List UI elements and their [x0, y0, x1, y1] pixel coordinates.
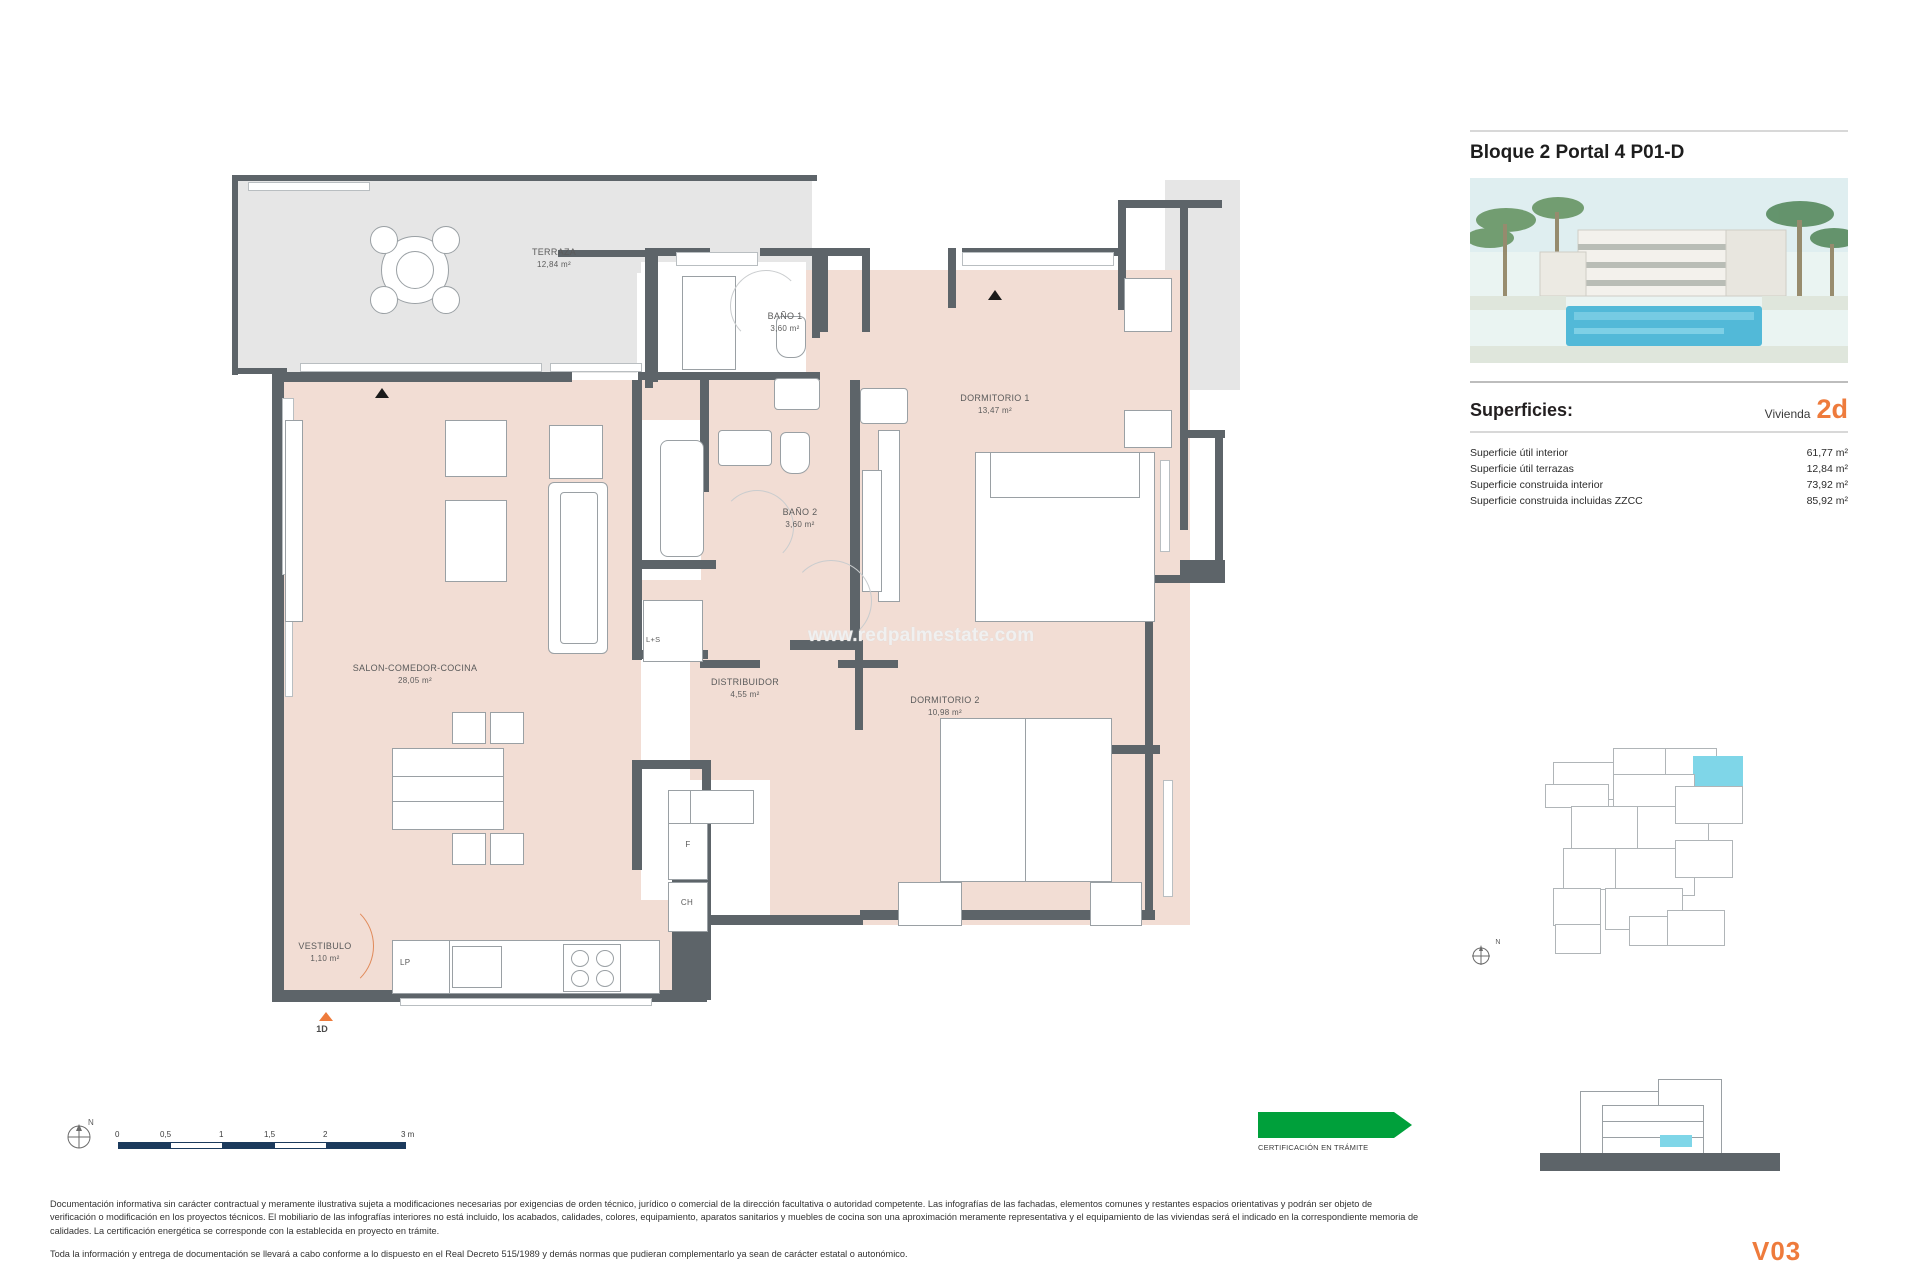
hob-burner-2 — [596, 950, 614, 967]
kitchen-sink — [452, 946, 502, 988]
bed2-nightstand-2 — [1090, 882, 1142, 926]
side-table-1 — [445, 420, 507, 477]
hob-burner-1 — [571, 950, 589, 967]
room-area-salon: 28,05 m² — [398, 676, 432, 686]
surface-label-4: Superficie construida incluidas ZZCC — [1470, 495, 1643, 508]
room-label-dorm1 — [930, 392, 1060, 417]
surfaces-title: Superficies: — [1470, 400, 1574, 421]
surface-label-2: Superficie útil terrazas — [1470, 463, 1574, 476]
room-name-salon: SALON-COMEDOR-COCINA — [352, 663, 478, 673]
keyplan-unit-8 — [1675, 786, 1743, 824]
panel-rule-surfaces — [1470, 431, 1848, 433]
footer-disclaimer — [50, 1198, 1420, 1271]
building-elevation — [1540, 1075, 1780, 1180]
room-name-dorm2: DORMITORIO 2 — [910, 695, 980, 705]
bath2-bathtub — [660, 440, 704, 557]
room-name-bano1: BAÑO 1 — [767, 311, 803, 321]
wall-bath1-left2 — [645, 248, 653, 388]
scale-tick-4: 2 — [323, 1130, 328, 1139]
wall-kitchen-shaft-top — [632, 760, 710, 769]
wall-right-cap — [1180, 200, 1222, 208]
surfaces-header — [1470, 394, 1848, 424]
bath1-vanity — [860, 388, 908, 424]
wall-terrace-top — [232, 175, 817, 181]
energy-certificate — [1258, 1112, 1428, 1152]
bath1-sink — [774, 378, 820, 410]
entrance-arrow-icon — [319, 1012, 333, 1021]
wall-top-living — [272, 372, 572, 382]
bed1-pillows — [990, 452, 1140, 498]
surface-value-4: 85,92 m² — [1806, 495, 1848, 508]
wall-bottom-mid — [703, 915, 863, 925]
fridge-label: F — [685, 840, 691, 849]
wall-bed1-win — [948, 248, 956, 308]
bed1-wardrobe-2 — [862, 470, 882, 592]
window-bed2-side — [1163, 780, 1173, 897]
scale-tick-0: 0 — [115, 1130, 120, 1139]
view-direction-marker-2 — [988, 290, 1002, 300]
bath2-toilet — [780, 432, 810, 474]
terrace-chair-3 — [370, 286, 398, 314]
vivienda-type: 2d — [1816, 394, 1848, 424]
scale-tick-5: 3 m — [401, 1130, 415, 1139]
room-label-vestibulo — [280, 940, 370, 965]
hood-label: CH — [680, 898, 694, 907]
dining-table-inner — [392, 776, 504, 802]
bed2-half — [940, 718, 1026, 882]
bed1-nightstand-2 — [1124, 410, 1172, 448]
room-area-vestibulo: 1,10 m² — [310, 954, 340, 964]
room-area-dorm2: 10,98 m² — [928, 708, 962, 718]
wall-bottom-line — [400, 998, 652, 1006]
elevation-ground — [1540, 1153, 1780, 1171]
laundry — [643, 600, 703, 662]
dining-chair-4 — [490, 833, 524, 865]
terrace-rail-1 — [248, 182, 370, 191]
kitchen-hob — [563, 944, 621, 992]
wall-bath1-top-r — [760, 248, 820, 256]
wall-terrace-left — [232, 175, 238, 375]
terrace-chair-4 — [432, 286, 460, 314]
room-label-bano1 — [740, 310, 830, 335]
wall-bed1-left2 — [862, 248, 870, 332]
hob-burner-3 — [571, 970, 589, 987]
keyplan-unit-14 — [1629, 916, 1669, 946]
footer-paragraph-2: Toda la información y entrega de documentación se llevará a cabo conforme a lo dispuesto en el Real Decreto 515/1989 y demás normas que pudieran complementarlo ya sean de carácter estatal o autonómico. — [50, 1249, 908, 1260]
scale-tick-3: 1,5 — [264, 1130, 276, 1139]
wall-right-step2 — [1215, 430, 1223, 580]
keyplan-compass-label: N — [1495, 939, 1501, 946]
wall-right-upper — [1180, 200, 1188, 530]
wall-terrace-bottom-left — [232, 368, 287, 374]
keyplan-compass-icon — [1468, 942, 1494, 968]
dishwasher-label: LP — [400, 958, 411, 967]
wall-bed1-corridor — [850, 380, 860, 560]
surface-value-1: 61,77 m² — [1806, 447, 1848, 460]
dining-chair-2 — [490, 712, 524, 744]
side-table-2 — [549, 425, 603, 479]
surface-label-3: Superficie construida interior — [1470, 479, 1604, 492]
plan-code: V03 — [1752, 1236, 1802, 1266]
room-label-terraza — [494, 246, 614, 271]
wall-kitchen-shaft — [632, 760, 642, 870]
bath2-sink — [718, 430, 772, 466]
room-area-bano1: 3,60 m² — [770, 324, 800, 334]
wall-bed1-top — [820, 248, 870, 256]
terrace-rail-3 — [550, 363, 642, 372]
terrace-chair-1 — [370, 226, 398, 254]
room-area-terraza: 12,84 m² — [537, 260, 571, 270]
panel-title: Bloque 2 Portal 4 P01-D — [1470, 142, 1685, 163]
room-area-dorm1: 13,47 m² — [978, 406, 1012, 416]
keyplan-unit-11 — [1675, 840, 1733, 878]
energy-caption: CERTIFICACIÓN EN TRÁMITE — [1258, 1143, 1369, 1152]
wall-bath2-left — [632, 380, 642, 565]
terrace-rail-2 — [300, 363, 542, 372]
keyplan-unit-16 — [1555, 924, 1601, 954]
elevation-highlight-current — [1660, 1135, 1692, 1147]
room-name-distribuidor: DISTRIBUIDOR — [710, 677, 780, 687]
terrace-chair-2 — [432, 226, 460, 254]
surface-row-1 — [1470, 445, 1848, 461]
building-render-image — [1470, 178, 1848, 363]
keyplan-unit-9 — [1563, 848, 1617, 890]
keyplan-unit-6 — [1571, 806, 1639, 850]
wall-bed2-top — [838, 660, 898, 668]
surface-row-3 — [1470, 477, 1848, 493]
room-name-terraza: TERRAZA — [531, 247, 577, 257]
room-area-bano2: 3,60 m² — [785, 520, 815, 530]
surface-value-3: 73,92 m² — [1806, 479, 1848, 492]
room-name-dorm1: DORMITORIO 1 — [960, 393, 1030, 403]
shower-bath1 — [682, 276, 736, 370]
surfaces-table — [1470, 445, 1848, 509]
dining-chair-1 — [452, 712, 486, 744]
footer-paragraph-1: Documentación informativa sin carácter contractual y meramente ilustrativa sujeta a modificaciones necesarias por exigencias de orden técnico, jurídico o comercial de la dirección facultativa o autoridad competente. Las infografías de las fachadas, elementos comunes y restantes espacios orientativas y podrán ser objeto de verificación o modificación en los proyectos técnicos. El mobiliario de las infografías interiores no está incluido, los acabados, calidades, colores, equipamiento, aparatos sanitarios y muebles de cocina son una aproximación meramente representativa y el equipamiento de las viviendas será el indicado en la correspondiente memoria de calidades. La certificación energética se corresponde con la establecida en proyecto en trámite. — [50, 1199, 1419, 1236]
view-direction-marker-1 — [375, 388, 389, 398]
scale-tick-1: 0,5 — [160, 1130, 172, 1139]
key-plan — [1545, 740, 1775, 980]
surface-row-2 — [1470, 461, 1848, 477]
energy-flag-icon — [1258, 1112, 1394, 1138]
surface-value-2: 12,84 m² — [1806, 463, 1848, 476]
window-bed1-side — [1160, 460, 1170, 552]
wall-bath-div — [638, 372, 708, 380]
wall-right-joint — [1180, 560, 1225, 580]
panel-rule-mid — [1470, 381, 1848, 383]
scale-bar — [115, 1120, 418, 1160]
keyplan-unit-12 — [1553, 888, 1601, 926]
coffee-table — [445, 500, 507, 582]
panel-rule-top — [1470, 130, 1848, 132]
room-name-vestibulo: VESTIBULO — [298, 941, 352, 951]
wall-right-bottom — [1145, 745, 1153, 920]
room-label-salon — [315, 662, 515, 687]
keyplan-unit-5 — [1545, 784, 1609, 808]
entrance-label: 1D — [316, 1024, 328, 1034]
wall-bath2-lower — [632, 565, 642, 660]
keyplan-unit-2 — [1613, 748, 1667, 776]
wall-bed2-top2 — [700, 660, 760, 668]
surface-row-4 — [1470, 493, 1848, 509]
room-label-dorm2 — [880, 694, 1010, 719]
sofa-cushions — [560, 492, 598, 644]
wall-bed2-left — [855, 640, 863, 730]
surface-label-1: Superficie útil interior — [1470, 447, 1569, 460]
window-bath1 — [676, 252, 758, 266]
terrace-table-inner — [396, 251, 434, 289]
wall-bath2-bottom — [638, 560, 716, 569]
room-name-bano2: BAÑO 2 — [782, 507, 818, 517]
keyplan-unit-15 — [1667, 910, 1725, 946]
window-bed1 — [962, 252, 1114, 266]
room-area-distribuidor: 4,55 m² — [730, 690, 760, 700]
bed2-nightstand — [898, 882, 962, 926]
upper-cabinet-2 — [690, 790, 754, 824]
hob-burner-4 — [596, 970, 614, 987]
wardrobe-living — [285, 420, 303, 622]
laundry-label: L+S — [646, 635, 661, 644]
scale-tick-2: 1 — [219, 1130, 224, 1139]
room-label-distribuidor — [680, 676, 810, 701]
info-panel — [1470, 130, 1848, 509]
keyplan-highlight-current — [1693, 756, 1743, 788]
dining-chair-3 — [452, 833, 486, 865]
watermark: www.redpalmestate.com — [808, 625, 1035, 646]
bed1-nightstand — [1124, 278, 1172, 332]
compass-north-label: N — [87, 1118, 95, 1127]
room-label-bano2 — [755, 506, 845, 531]
vivienda-label: Vivienda — [1764, 407, 1811, 422]
